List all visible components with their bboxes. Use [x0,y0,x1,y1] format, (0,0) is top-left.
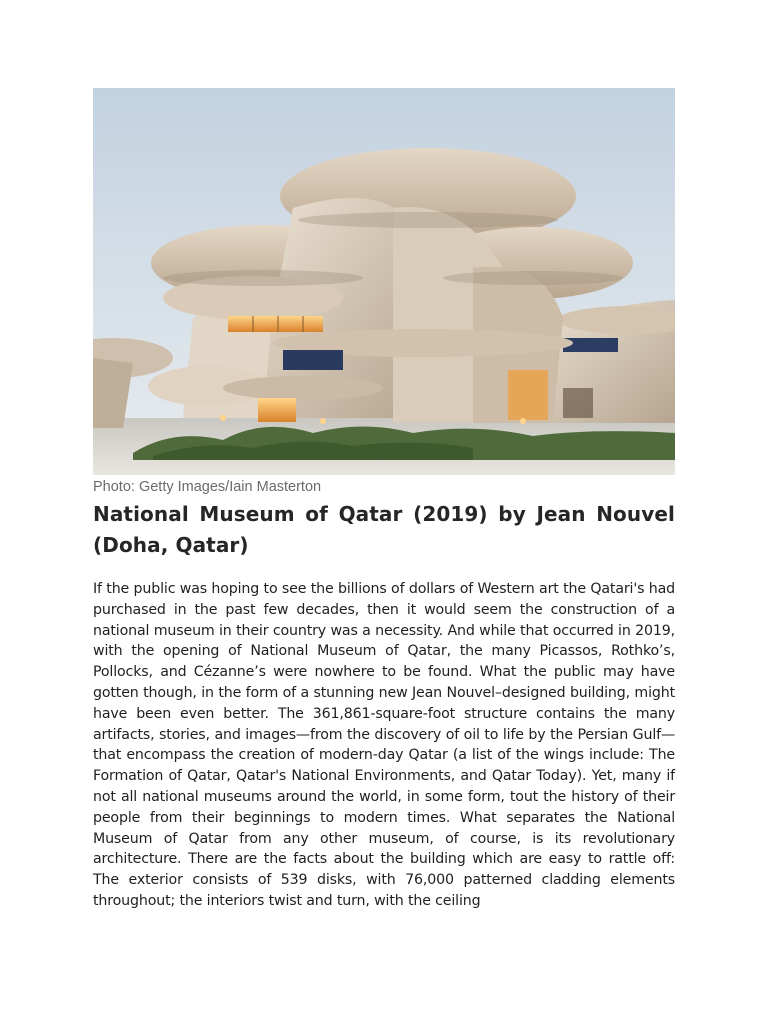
article-body: If the public was hoping to see the billions of dollars of Western art the Qatari's had purchased in the past few decades, then it would seem the construction of a national museum in their country was a necessity. And while that occurred in 2019, with the opening of National Museum of Qatar, the many Picassos, Rothko’s, Pollocks, and Cézanne’s were nowhere to be found. What the public may have gotten though, in the form of a stunning new Jean Nouvel–designed building, might have been even better. The 361,861-square-foot structure contains the many artifacts, stories, and images—from the discovery of oil to life by the Persian Gulf—that encompass the creation of modern-day Qatar (a list of the wings include: The Formation of Qatar, Qatar's National Environments, and Qatar Today). Yet, many if not all national museums around the world, in some form, tout the history of their people from their beginnings to modern times. What separates the National Museum of Qatar from any other museum, of course, is its revolutionary architecture. There are the facts about the building which are easy to rattle off: The exterior consists of 539 disks, with 76,000 patterned cladding elements throughout; the interiors twist and turn, with the ceiling [93,581,675,909]
museum-photo [93,88,675,475]
museum-illustration [93,88,675,475]
article-title: National Museum of Qatar (2019) by Jean Nouvel (Doha, Qatar) [93,502,675,557]
article [93,88,675,912]
photo-credit: Photo: Getty Images/Iain Masterton [93,479,322,495]
